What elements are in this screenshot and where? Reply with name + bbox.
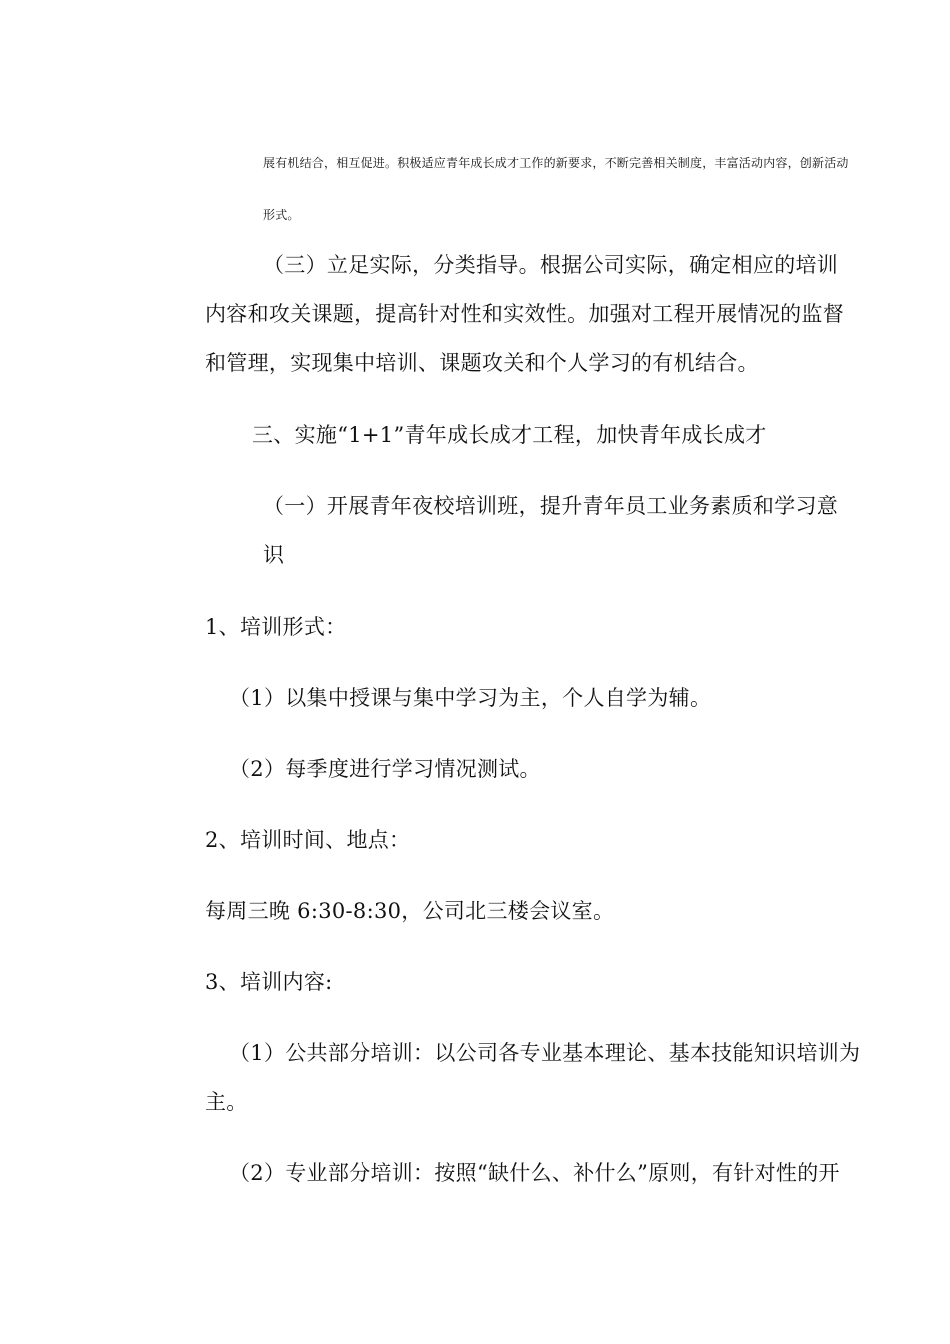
item-2-text: 每周三晚 6:30-8:30，公司北三楼会议室。 bbox=[205, 899, 615, 923]
item-1-b: （2）每季度进行学习情况测试。 bbox=[229, 757, 541, 781]
item-1-a: （1）以集中授课与集中学习为主，个人自学为辅。 bbox=[229, 686, 712, 710]
item-1-title: 1、培训形式： bbox=[205, 615, 347, 639]
section-3-line-3: 和管理，实现集中培训、课题攻关和个人学习的有机结合。 bbox=[205, 351, 759, 375]
subsection-1-line-1: （一）开展青年夜校培训班，提升青年员工业务素质和学习意 bbox=[263, 494, 839, 518]
item-3-title: 3、培训内容: bbox=[205, 970, 333, 994]
item-2-title: 2、培训时间、地点： bbox=[205, 828, 411, 852]
intro-line-1: 展有机结合，相互促进。积极适应青年成长成才工作的新要求，不断完善相关制度，丰富活动内容，创新活动 bbox=[263, 156, 849, 170]
item-3-a-line-2: 主。 bbox=[205, 1090, 248, 1114]
section-3-line-2: 内容和攻关课题，提高针对性和实效性。加强对工程开展情况的监督 bbox=[205, 302, 844, 326]
heading-3: 三、实施“1+1”青年成长成才工程，加快青年成长成才 bbox=[252, 423, 767, 447]
section-3-line-1: （三）立足实际，分类指导。根据公司实际，确定相应的培训 bbox=[263, 253, 839, 277]
item-3-a-line-1: （1）公共部分培训：以公司各专业基本理论、基本技能知识培训为 bbox=[229, 1041, 861, 1065]
item-3-b-line-1: （2）专业部分培训：按照“缺什么、补什么”原则，有针对性的开 bbox=[229, 1161, 840, 1185]
subsection-1-line-2: 识 bbox=[263, 543, 285, 567]
intro-line-2: 形式。 bbox=[263, 208, 300, 222]
